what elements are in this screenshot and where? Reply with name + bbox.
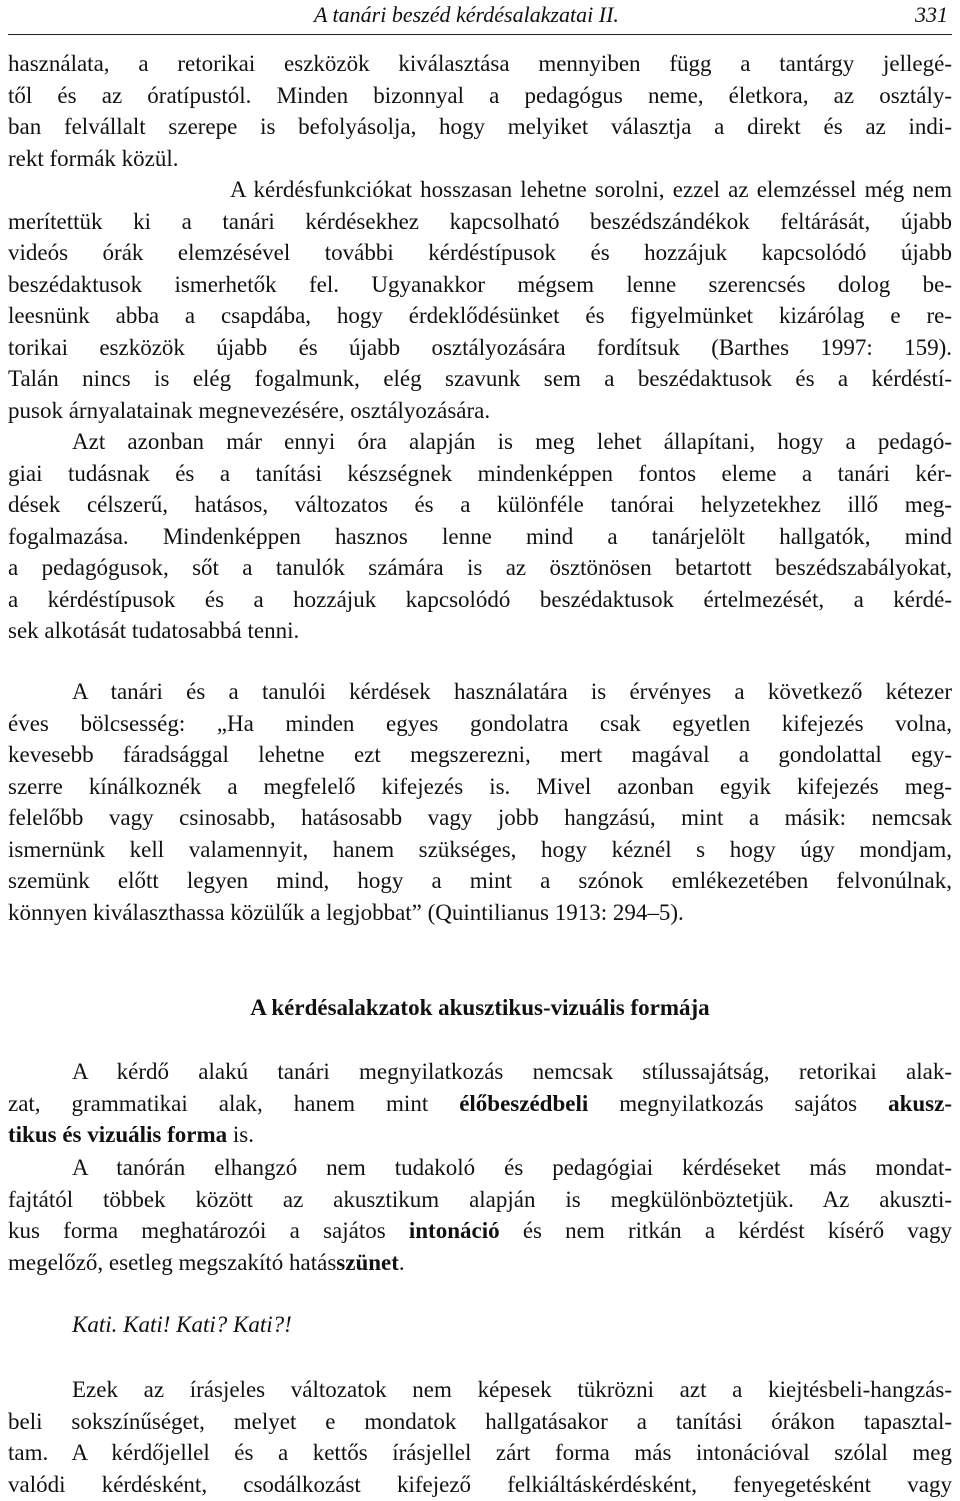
paragraph-question-functions	[8, 174, 952, 426]
text-line: ban felvállalt szerepe is befolyásolja, hogy melyiket választja a direkt és az indi-	[8, 114, 952, 139]
text-line	[8, 1247, 952, 1279]
text-line: től és az óratípustól. Minden bizonnyal a pedagógus neme, életkora, az osztály-	[8, 82, 952, 108]
text-line: giai tudásnak és a tanítási készségnek mindenképpen fontos eleme a tanári kér-	[8, 460, 952, 486]
paragraph-punctuation-variants	[8, 1374, 952, 1500]
paragraph-acoustic-visual	[8, 1056, 952, 1151]
emphasis-text: intonáció	[408, 1218, 500, 1243]
text-line: valódi kérdésként, csodálkozást kifejező felkiáltáskérdésként, fenyegetésként vagy	[8, 1471, 952, 1497]
text-run: is.	[227, 1122, 254, 1147]
text-line: sek alkotását tudatosabbá tenni.	[8, 618, 300, 643]
text-line: beli sokszínűséget, melyet e mondatok hallgatásakor a tanítási órákon tapasztal-	[8, 1408, 952, 1434]
running-header	[8, 2, 948, 32]
text-line	[8, 1184, 952, 1216]
page-number: 331	[915, 2, 948, 27]
text-line: Ezek az írásjeles változatok nem képesek tükrözni azt a kiejtésbeli-hangzás-	[72, 1377, 952, 1402]
text-line: videós órák elemzésével további kérdéstípusok és hozzájuk kapcsolódó újabb	[8, 240, 952, 265]
example-sentence: Kati. Kati! Kati? Kati?!	[72, 1312, 292, 1337]
text-run: megnyilatkozás sajátos	[588, 1090, 889, 1116]
text-line: fogalmazása. Mindenképpen hasznos lenne mind a tanárjelölt hallgatók, mind	[8, 523, 952, 549]
text-line: a kérdéstípusok és a hozzájuk kapcsolódó beszédaktusok értelmezését, a kérdé-	[8, 586, 952, 612]
text-line: szemünk előtt legyen mind, hogy a mint a szónok emlékezetében felvonúlnak,	[8, 868, 952, 893]
text-run: megelőző, esetleg megszakító hatás	[8, 1249, 337, 1275]
text-line	[8, 1152, 952, 1184]
text-run: és nem ritkán a kérdést kísérő vagy	[499, 1218, 952, 1243]
text-run: A tanórán elhangzó nem tudakoló és pedagógiai kérdéseket más mondat-	[72, 1155, 952, 1180]
text-line: rekt formák közül.	[8, 145, 179, 171]
text-line: A kérdésfunkciókat hosszasan lehetne sorolni, ezzel az elemzéssel még nem	[230, 177, 952, 202]
emphasis-text: szünet	[336, 1249, 399, 1275]
text-run: kus forma meghatározói a sajátos	[8, 1218, 409, 1243]
text-line: Talán nincs is elég fogalmunk, elég szavunk sem a beszédaktusok és a kérdéstí-	[8, 366, 952, 391]
text-run: fajtától többek között az akusztikum alapján is megkülönböztetjük. Az akuszti-	[8, 1186, 952, 1212]
paragraph-continued	[8, 48, 952, 174]
text-line	[8, 1088, 952, 1120]
text-line: dések célszerű, hatásos, változatos és a különféle tanórai helyzetekhez illő meg-	[8, 492, 952, 517]
emphasis-text: élőbeszédbeli	[459, 1090, 589, 1116]
text-run: zat, grammatikai alak, hanem mint	[8, 1090, 460, 1116]
emphasis-text: tikus és vizuális forma	[8, 1122, 228, 1147]
text-line	[8, 1119, 952, 1151]
text-line: Azt azonban már ennyi óra alapján is meg lehet állapítani, hogy a pedagó-	[72, 429, 952, 454]
text-line: használata, a retorikai eszközök kiválasztása mennyiben függ a tantárgy jellegé-	[8, 51, 952, 76]
running-title: A tanári beszéd kérdésalakzatai II.	[314, 2, 619, 27]
text-line: szerre kínálkoznék a megfelelő kifejezés is. Mivel azonban egyik kifejezés meg-	[8, 773, 952, 799]
text-line	[8, 1056, 952, 1088]
text-line: A tanári és a tanulói kérdések használatára is érvényes a következő kétezer	[72, 679, 952, 704]
text-line: éves bölcsesség: „Ha minden egyes gondolatra csak egyetlen kifejezés volna,	[8, 710, 952, 736]
text-run: A kérdő alakú tanári megnyilatkozás nemcsak stílussajátság, retorikai alak-	[72, 1059, 952, 1084]
text-line: könnyen kiválaszthassa közülűk a legjobbat” (Quintilianus 1913: 294–5).	[8, 899, 684, 925]
text-line: beszédaktusok ismerhetők fel. Ugyanakkor mégsem lenne szerencsés dolog be-	[8, 271, 952, 297]
text-line: torikai eszközök újabb és újabb osztályozására fordítsuk (Barthes 1997: 159).	[8, 334, 952, 360]
section-heading: A kérdésalakzatok akusztikus-vizuális formája	[250, 995, 710, 1020]
paragraph-intonation	[8, 1152, 952, 1278]
text-line: merítettük ki a tanári kérdésekhez kapcsolható beszédszándékok feltárását, újabb	[8, 208, 952, 234]
paragraph-pedagogical-knowledge	[8, 426, 952, 647]
text-line	[8, 1215, 952, 1247]
text-line: ismernünk kell valamennyit, hanem szükséges, hogy kéznél s hogy úgy mondjam,	[8, 836, 952, 862]
header-rule	[8, 34, 952, 35]
paragraph-quintilianus-quote	[8, 676, 952, 928]
text-run: .	[398, 1249, 405, 1275]
text-line: felelőbb vagy csinosabb, hatásosabb vagy jobb hangzású, mint a másik: nemcsak	[8, 805, 952, 830]
text-line: tam. A kérdőjellel és a kettős írásjellel zárt forma más intonációval szólal meg	[8, 1440, 952, 1465]
emphasis-text: akusz-	[888, 1090, 952, 1116]
text-line: a pedagógusok, sőt a tanulók számára is az ösztönösen betartott beszédszabályokat,	[8, 555, 952, 580]
text-line: leesnünk abba a csapdába, hogy érdeklődésünket és figyelmünket kizárólag e re-	[8, 303, 952, 328]
text-line: kevesebb fáradsággal lehetne ezt megszerezni, mert magával a gondolattal egy-	[8, 742, 952, 767]
text-line: pusok árnyalatainak megnevezésére, osztályozására.	[8, 397, 491, 423]
